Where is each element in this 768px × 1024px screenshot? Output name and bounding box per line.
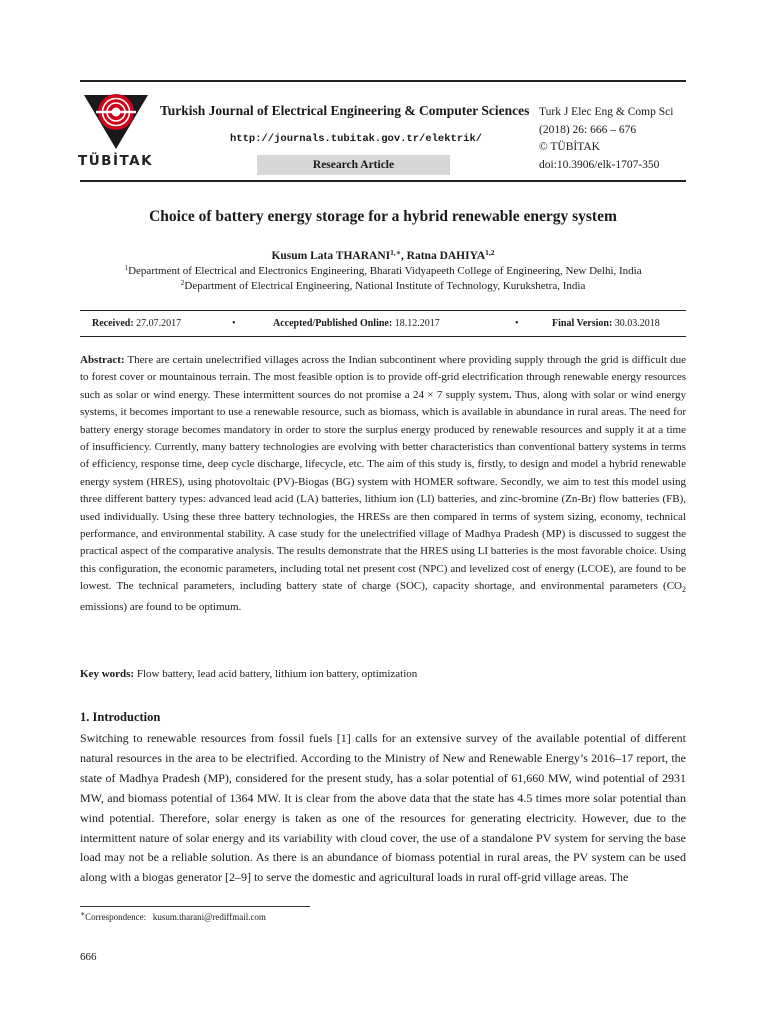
tubitak-logo-icon [82,89,150,151]
accepted-value: 18.12.2017 [394,318,440,329]
dates-bottom-rule [80,336,686,337]
article-type-banner: Research Article [257,155,450,175]
accepted-date [273,318,440,329]
keywords-text: Flow battery, lead acid battery, lithium ion battery, optimization [136,668,418,680]
logo-wordmark: TÜBİTAK [78,153,154,169]
affiliation-1 [80,265,686,277]
citation-doi[interactable]: doi:10.3906/elk-1707-350 [539,158,660,171]
header-bottom-rule [80,180,686,182]
affiliation-2 [80,280,686,292]
abstract-subscript: 2 [682,585,686,595]
received-value: 27.07.2017 [136,318,182,329]
author-name: Ratna DAHIYA [406,250,486,262]
affiliation-text: Department of Electrical and Electronics Engineering, Bharati Vidyapeeth College of Engineering, New Delhi, India [128,265,642,277]
citation-volume: (2018) 26: 666 – 676 [539,123,637,136]
section-heading: 1. Introduction [80,710,161,724]
final-label: Final Version: [552,318,613,329]
footnote [80,909,266,922]
abstract-label: Abstract: [80,354,125,366]
footnote-mark: ∗ [80,909,86,918]
introduction-paragraph: Switching to renewable resources from fossil fuels [1] calls for an extensive survey of the available potential of different natural resources in the area to be electrified. According to the Ministry of New and Renewable Energy’s 2016–17 report, the state of Madhya Pradesh (MP), considered for the present study, has a solar potential of 61,660 MW, wind potential of 2931 MW, and biomass potential of 1364 MW. It is clear from the above data that the state has 4.5 times more solar potential than wind potential. Therefore, solar energy is taken as one of the resources for generating electricity. However, due to the intermittent nature of solar energy and its variability with cloud cover, the use of a standalone PV system for serving the base load may not be a reliable solution. As there is an abundance of biomass potential in rural areas, the PV system can be used along with a biogas generator [2–9] to serve the domestic and agricultural loads in rural off-grid village areas. The [80,731,686,885]
bullet-separator: • [232,318,236,329]
header-top-rule [80,80,686,82]
dates-top-rule [80,310,686,311]
citation-journal: Turk J Elec Eng & Comp Sci [539,106,674,118]
affiliation-text: Department of Electrical Engineering, National Institute of Technology, Kurukshetra, India [184,280,586,292]
abstract [80,352,686,616]
paper-title: Choice of battery energy storage for a hybrid renewable energy system [149,208,617,225]
author-affiliation-mark: 1,2 [485,248,495,257]
bullet-separator: • [515,318,519,329]
keywords-label: Key words: [80,668,135,680]
author-separator: , [400,250,407,262]
footnote-rule [80,906,310,907]
dates-bar [80,318,686,332]
abstract-text-end: emissions) are found to be optimum. [80,600,242,613]
final-value: 30.03.2018 [614,318,660,329]
citation-copyright: © TÜBİTAK [539,141,600,153]
author-affiliation-mark: 1,∗ [390,248,401,257]
keywords [80,668,686,680]
accepted-label: Accepted/Published Online: [273,318,393,329]
footnote-label: Correspondence: [85,912,147,922]
journal-url[interactable]: http://journals.tubitak.gov.tr/elektrik/ [230,133,483,145]
abstract-text: There are certain unelectrified villages across the Indian subcontinent where providing supply through the grid is difficult due to forest cover or mountainous terrain. The most feasible option is to provide off-grid electrification through renewable energy resources such as solar or wind energy. These intermittent sources do not promise a 24 × 7 supply system. Thus, along with solar or wind energy systems, it becomes important to use a renewable resource, such as biomass, which is available in abundance in rural areas. The need for battery energy storage becomes mandatory in order to store the surplus energy produced by renewable resources and supply it at a time of insufficiency. Currently, many battery technologies are evolving with better characteristics than conventional battery systems in terms of efficiency, response time, deep cycle discharge, lifecycle, etc. The aim of this study is, firstly, to design and model a hybrid renewable energy system (HRES), using photovoltaic (PV)-Biogas (BG) system with HOMER software. Secondly, we aim to test this model using three different battery types: advanced lead acid (LA) batteries, lithium ion (LI) batteries, and zinc-bromine (Zn-Br) flow batteries (FB), used individually. Using these three battery technologies, the HRESs are then compared in terms of system sizing, economy, technical performance, and environmental stability. A case study for the unelectrified village of Madhya Pradesh (MP) is discussed to suggest the practical aspect of the comparative analysis. The results demonstrate that the HRES using LI batteries is the most favorable choice. Using this configuration, the economic parameters, including total net present cost (NPC) and levelized cost of energy (LCOE), are found to be lowest. The technical parameters, including battery state of charge (SOC), capacity shortage, and environmental parameters (CO [80,354,686,593]
author-name: Kusum Lata THARANI [271,250,391,262]
affiliation-number: 1 [124,263,129,272]
received-date [92,318,181,329]
final-version-date [552,318,660,329]
received-label: Received: [92,318,134,329]
page-number: 666 [80,951,97,963]
citation-block [539,104,673,174]
footnote-email[interactable]: kusum.tharani@rediffmail.com [152,912,266,922]
affiliation-number: 2 [180,278,185,287]
authors [80,250,686,262]
journal-title: Turkish Journal of Electrical Engineering & Computer Sciences [160,103,530,118]
